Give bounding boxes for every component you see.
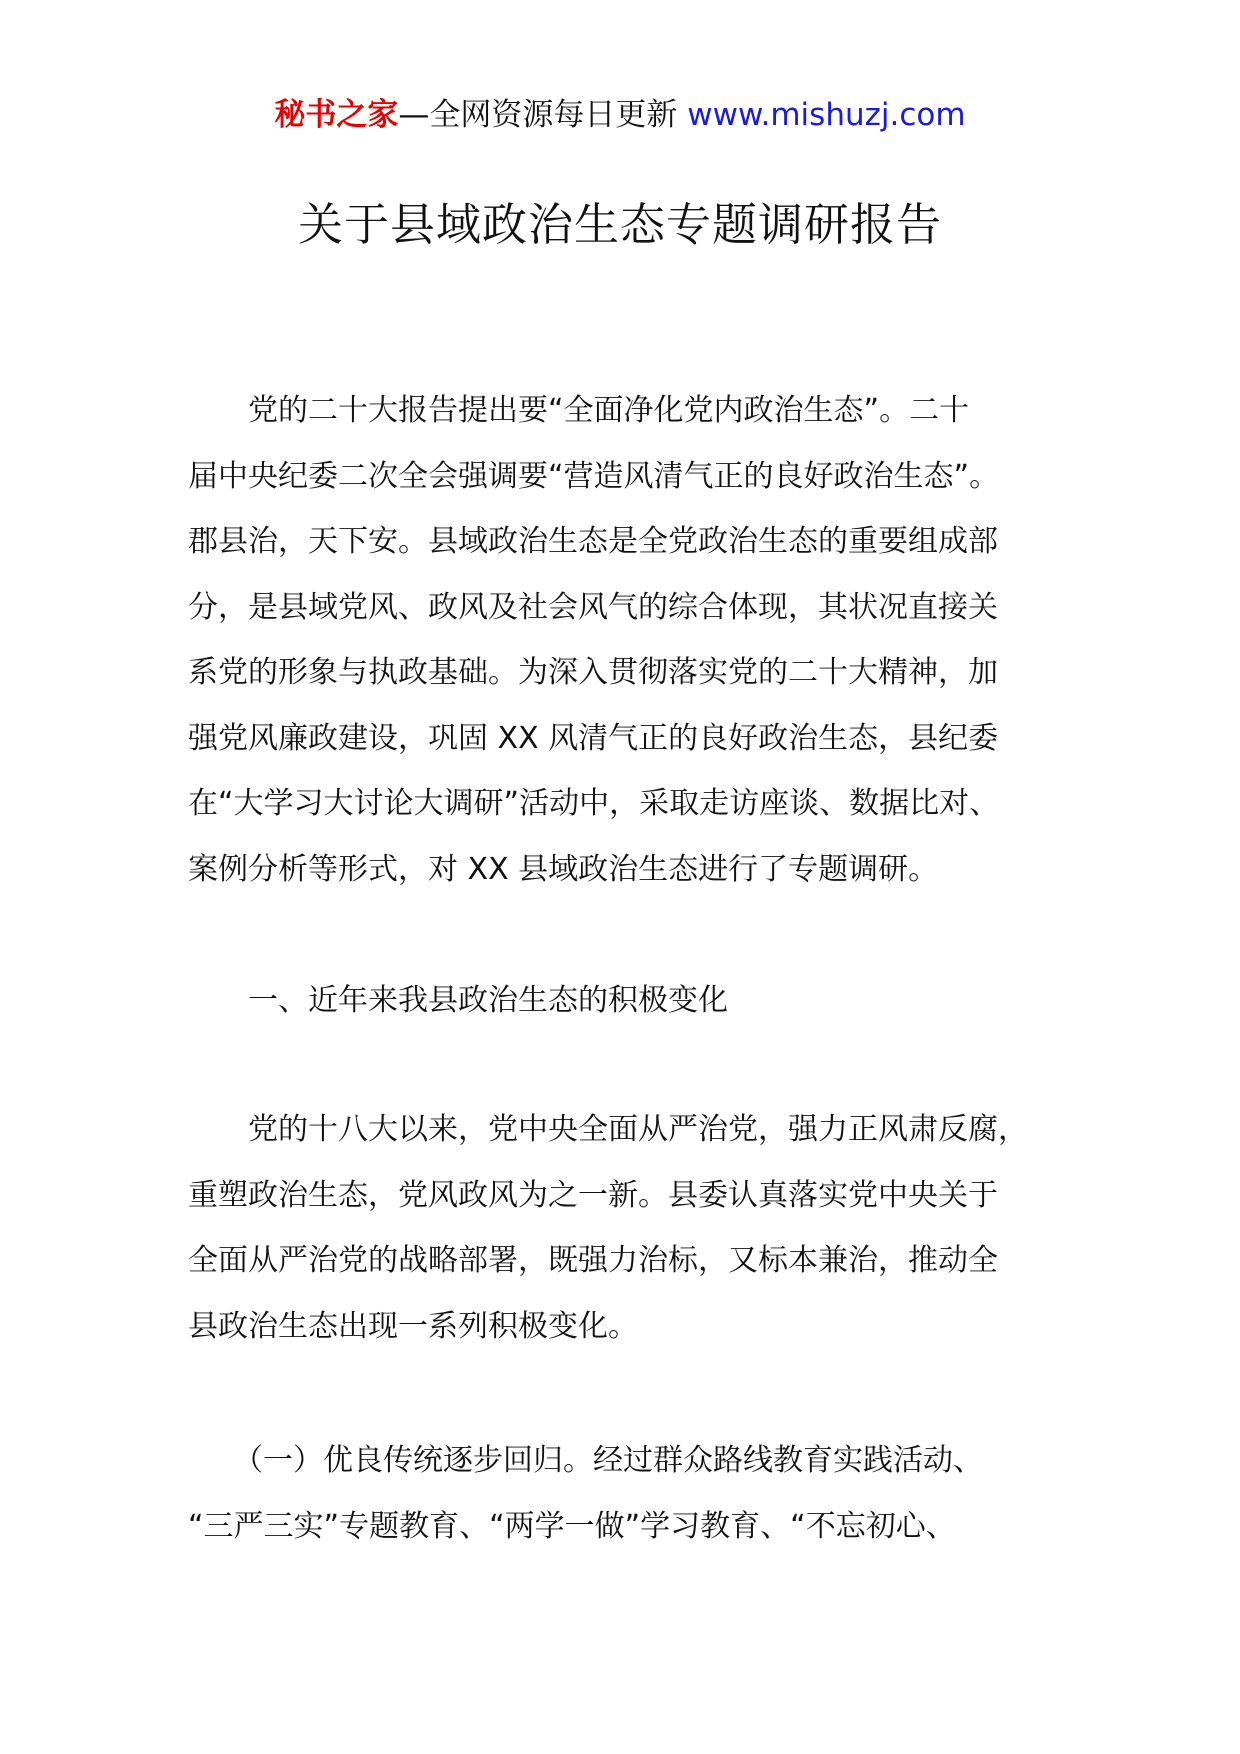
document-title: 关于县域政治生态专题调研报告 [297, 198, 942, 251]
paragraph-line: 党的二十大报告提出要“全面净化党内政治生态”。二十 [188, 393, 970, 428]
website-link[interactable]: www.mishuzj.com [687, 97, 966, 133]
paragraph-line: 分，是县域党风、政风及社会风气的综合体现，其状况直接关 [188, 589, 998, 625]
paragraph-line: （一）优良传统逐步回归。经过群众路线教育实践活动、 [188, 1443, 983, 1478]
paragraph-line: 案例分析等形式，对 XX 县域政治生态进行了专题调研。 [188, 851, 939, 887]
site-header [0, 95, 1240, 135]
paragraph-line: 强党风廉政建设，巩固 XX 风清气正的良好政治生态，县纪委 [188, 720, 999, 756]
subsection1-paragraph [188, 1428, 1088, 1559]
section-heading-text: 一、近年来我县政治生态的积极变化 [188, 983, 728, 1018]
paragraph-line: 届中央纪委二次全会强调要“营造风清气正的良好政治生态”。 [188, 458, 1000, 494]
intro-paragraph [188, 378, 1088, 902]
section-heading [188, 968, 1088, 1034]
paragraph-line: 全面从严治党的战略部署，既强力治标，又标本兼治，推动全 [188, 1243, 998, 1278]
paragraph-line: 县政治生态出现一系列积极变化。 [188, 1308, 638, 1344]
paragraph-line: 系党的形象与执政基础。为深入贯彻落实党的二十大精神，加 [188, 655, 998, 690]
paragraph-line: 党的十八大以来，党中央全面从严治党，强力正风肃反腐， [188, 1112, 1028, 1147]
paragraph-line: 在“大学习大讨论大调研”活动中，采取走访座谈、数据比对、 [188, 786, 1000, 821]
paragraph-line: 郡县治，天下安。县域政治生态是全党政治生态的重要组成部 [188, 524, 998, 559]
header-tagline: —全网资源每日更新 [398, 97, 678, 133]
section1-paragraph [188, 1097, 1088, 1359]
brand-name: 秘书之家 [274, 97, 399, 133]
paragraph-line: “三严三实”专题教育、“两学一做”学习教育、“不忘初心、 [188, 1508, 956, 1544]
paragraph-line: 重塑政治生态，党风政风为之一新。县委认真落实党中央关于 [188, 1177, 998, 1213]
